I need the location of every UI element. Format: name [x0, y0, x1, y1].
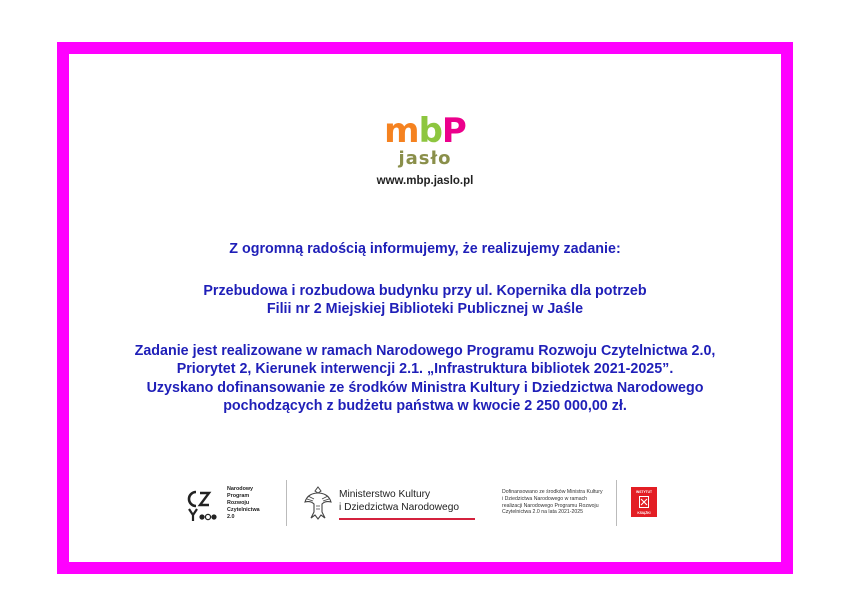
- nprc-name: [227, 486, 260, 521]
- task-title: [69, 282, 781, 319]
- mbp-logo-wordmark: [384, 111, 466, 151]
- ministry-logo: [303, 484, 483, 526]
- intro-text: [69, 240, 781, 258]
- funding-note-line: Czytelnictwa 2.0 na lata 2021-2025: [502, 509, 584, 516]
- task-title-line: Filii nr 2 Miejskiej Biblioteki Publicznej w Jaśle: [266, 301, 584, 318]
- task-description-line: pochodzących z budżetu państwa w kwocie 2 250 000,00 zł.: [223, 398, 627, 415]
- task-description-line: Zadanie jest realizowane w ramach Narodowego Programu Rozwoju Czytelnictwa 2.0,: [134, 343, 716, 359]
- ministry-name-line1: Ministerstwo Kultury: [339, 489, 431, 500]
- funding-note-line: realizacji Narodowego Programu Rozwoju: [502, 502, 599, 509]
- task-description-line: Priorytet 2, Kierunek interwencji 2.1. „Infrastruktura bibliotek 2021-2025”.: [176, 361, 674, 378]
- nprc-name-line: 2.0: [227, 514, 235, 521]
- task-title-line: Przebudowa i rozbudowa budynku przy ul. Kopernika dla potrzeb: [203, 283, 647, 299]
- polish-eagle-icon: [303, 484, 333, 522]
- library-website-url: www.mbp.jaslo.pl: [376, 175, 474, 187]
- nprc-logo: [187, 486, 277, 526]
- nprc-name-line: Narodowy: [227, 486, 254, 492]
- institute-label-bottom: KSIĄŻKI: [637, 511, 651, 515]
- ministry-red-bar: [339, 518, 475, 520]
- task-description: [69, 342, 781, 416]
- funding-note-line: Dofinansowano ze środków Ministra Kultury: [502, 489, 603, 495]
- nprc-name-line: Czytelnictwa: [227, 507, 260, 514]
- nprc-name-line: Rozwoju: [227, 500, 250, 507]
- task-description-line: Uzyskano dofinansowanie ze środków Ministra Kultury i Dziedzictwa Narodowego: [146, 379, 704, 396]
- mbp-logo: [69, 111, 781, 187]
- funding-note: [502, 489, 614, 516]
- footer-divider: [286, 480, 287, 526]
- funding-note-line: i Dziedzictwa Narodowego w ramach: [502, 495, 588, 502]
- footer-divider: [616, 480, 617, 526]
- intro-line: Z ogromną radością informujemy, że realizujemy zadanie:: [229, 241, 621, 257]
- poster-frame: [57, 42, 793, 574]
- nprc-mark-icon: [187, 490, 217, 522]
- logo-subtitle: jasło: [398, 148, 452, 169]
- institute-label-top: INSTYTUT: [635, 490, 653, 494]
- ministry-name-line2: i Dziedzictwa Narodowego: [339, 502, 460, 513]
- logo-letter-b: b: [418, 111, 442, 151]
- logo-letter-p: P: [441, 111, 466, 151]
- book-mark-icon: [639, 496, 649, 508]
- instytut-ksiazki-logo: [631, 487, 657, 517]
- nprc-name-line: Program: [227, 493, 250, 500]
- sponsor-logos-footer: [69, 480, 781, 530]
- logo-letter-m: m: [384, 111, 419, 151]
